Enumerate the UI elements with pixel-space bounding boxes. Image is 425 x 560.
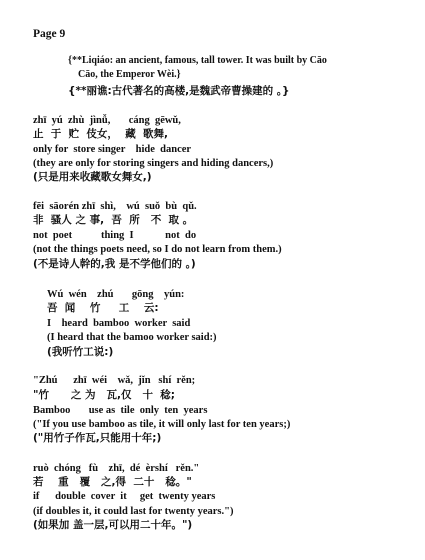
stanza-2-english: (not the things poets need, so I do not learn from them.) [33,244,282,255]
footnote-chinese: {**丽谯:古代著名的高楼,是魏武帝曹操建的 。} [68,85,290,97]
stanza-5-gloss: if double cover it get twenty years [33,491,216,502]
stanza-2-chinese: (不是诗人幹的,我 是不学他们的 。) [33,258,196,270]
stanza-4-gloss: Bamboo use as tile only ten years [33,405,208,416]
stanza-3-gloss: I heard bamboo worker said [47,318,191,329]
stanza-4-english: ("If you use bamboo as tile, it will only last for ten years;) [33,419,291,430]
stanza-1-hanzi: 止 于 贮 伎女， 藏 歌舞, [33,128,169,140]
stanza-3-english: (I heard that the bamoo worker said:) [47,332,217,343]
stanza-3-chinese: (我听竹工说:) [47,346,114,358]
stanza-5-pinyin: ruò chóng fù zhī, dé èrshí rěn." [33,463,200,474]
stanza-4-chinese: ("用竹子作瓦,只能用十年;) [33,432,162,444]
stanza-3-hanzi: 吾 闻 竹 工 云: [47,302,159,314]
stanza-4-hanzi: "竹 之 为 瓦,仅 十 稔; [33,389,175,401]
stanza-2-hanzi: 非 骚人 之 事, 吾 所 不 取 。 [33,214,194,226]
footnote-english-line1: {**Liqiáo: an ancient, famous, tall tower. It was built by Cāo [68,55,327,66]
stanza-2-pinyin: fēi sāorén zhī shì, wú suǒ bù qǔ. [33,201,197,212]
stanza-3-pinyin: Wú wén zhú gōng yún: [47,289,185,300]
footnote-english-line2: Cāo, the Emperor Wèi.} [78,69,181,80]
page-number: Page 9 [33,28,66,40]
stanza-5-chinese: (如果加 盖一层,可以用二十年。") [33,519,193,531]
stanza-1-chinese: (只是用来收藏歌女舞女,) [33,171,152,183]
stanza-1-english: (they are only for storing singers and hiding dancers,) [33,158,274,169]
stanza-4-pinyin: "Zhú zhī wéi wǎ, jǐn shí rěn; [33,375,196,386]
stanza-2-gloss: not poet thing I not do [33,230,197,241]
stanza-5-hanzi: 若 重 覆 之,得 二十 稔。" [33,476,192,488]
stanza-1-pinyin: zhī yú zhù jìnǚ, cáng gēwǔ, [33,115,181,126]
stanza-5-english: (if doubles it, it could last for twenty years.") [33,506,234,517]
stanza-1-gloss: only for store singer hide dancer [33,144,192,155]
